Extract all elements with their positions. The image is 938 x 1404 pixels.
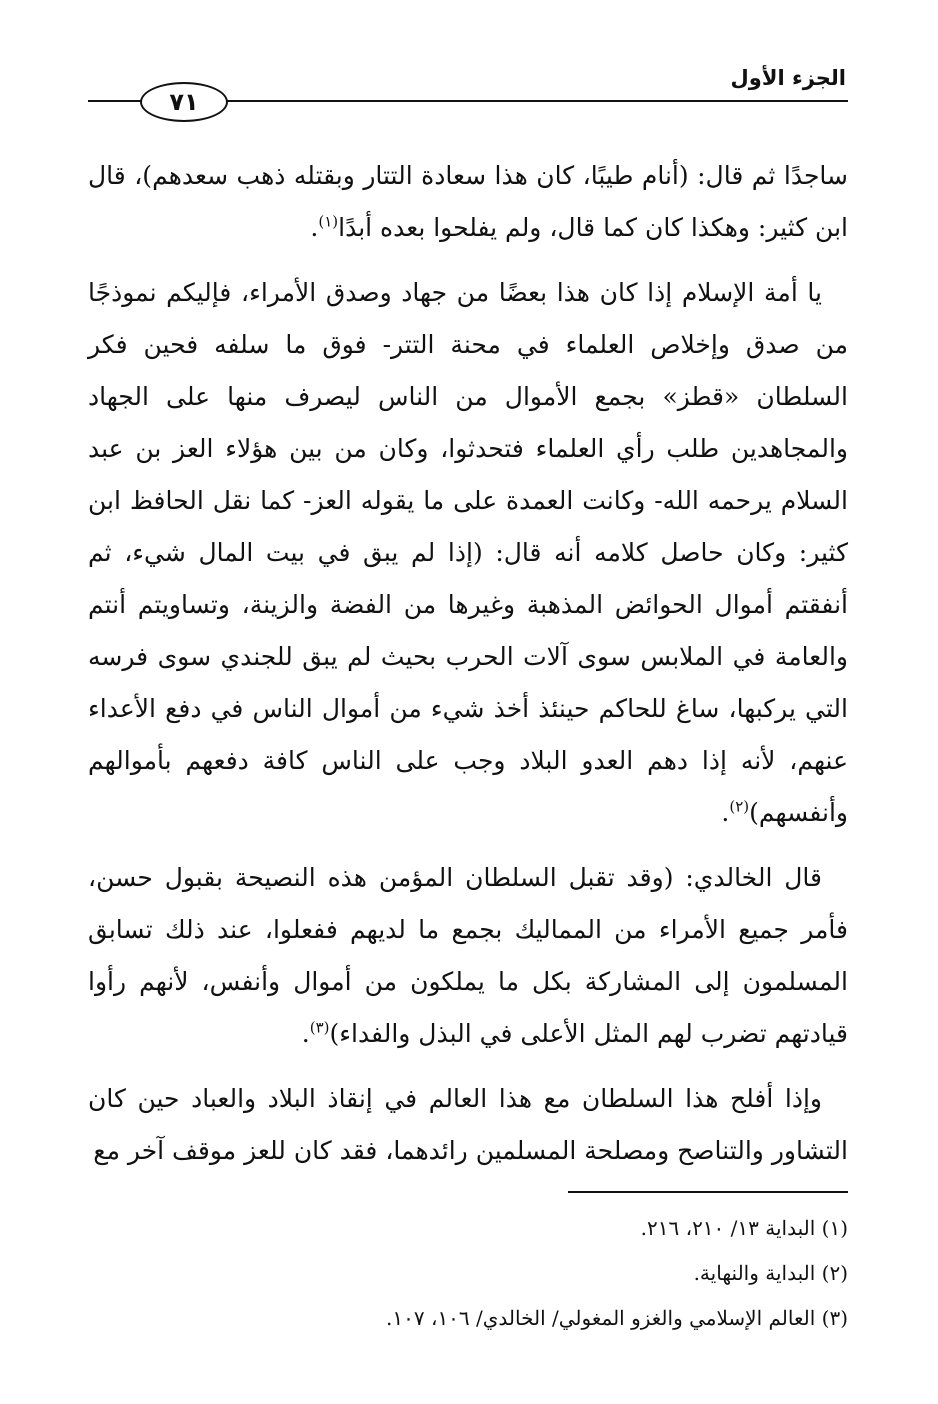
paragraph [88,267,848,839]
paragraph [88,150,848,254]
paragraph-end: . [301,1019,310,1048]
paragraph-text: وإذا أفلح هذا السلطان مع هذا العالم في إنقاذ البلاد والعباد حين كان التشاور والتناصح ومصلحة المسلمين رائدهما، فقد كان للعز موقف آخر مع [88,1084,848,1165]
paragraph-end: . [310,213,319,242]
paragraph-end: . [721,798,730,827]
footnote: (٣) العالم الإسلامي والغزو المغولي/ الخالدي/ ١٠٦، ١٠٧. [386,1306,848,1330]
paragraph [88,1073,848,1177]
paragraph-text: ساجدًا ثم قال: (أنام طيبًا، كان هذا سعادة التتار وبقتله ذهب سعدهم)، قال ابن كثير: وهكذا كان كما قال، ولم يفلحوا بعده أبدًا [88,161,848,242]
footnote-ref: (٣) [309,1018,330,1037]
footnote-ref: (١) [318,212,339,231]
page-number: ٧١ [140,82,228,122]
footnote: (٢) البداية والنهاية. [693,1261,848,1285]
footnote-rule [568,1191,848,1193]
footnotes [108,1206,848,1341]
body-text [88,150,848,1190]
running-title: الجزء الأول [730,66,846,90]
paragraph-text: يا أمة الإسلام إذا كان هذا بعضًا من جهاد وصدق الأمراء، فإليكم نموذجًا من صدق وإخلاص العلماء في محنة التتر- فوق ما سلفه فحين فكر السلطان «قطز» بجمع الأموال من الناس ليصرف منها على الجهاد والمجاهدين طلب رأي العلماء فتحدثوا، وكان من بين هؤلاء العز بن عبد السلام يرحمه الله- وكانت العمدة على ما يقوله العز- كما نقل الحافظ ابن كثير: وكان حاصل كلامه أنه قال: (إذا لم يبق في بيت المال شيء، ثم أنفقتم أموال الحوائض المذهبة وغيرها من الفضة والزينة، وتساويتم أنتم والعامة في الملابس سوى آلات الحرب بحيث لم يبق للجندي سوى فرسه التي يركبها، ساغ للحاكم حينئذ أخذ شيء من أموال الناس في دفع الأعداء عنهم، لأنه إذا دهم العدو البلاد وجب على الناس كافة دفعهم بأموالهم وأنفسهم) [88,278,848,827]
paragraph [88,852,848,1060]
paragraph-text: قال الخالدي: (وقد تقبل السلطان المؤمن هذه النصيحة بقبول حسن، فأمر جميع الأمراء من المماليك بجمع ما لديهم ففعلوا، عند ذلك تسابق المسلمون إلى المشاركة بكل ما يملكون من أموال وأنفس، لأنهم رأوا قيادتهم تضرب لهم المثل الأعلى في البذل والفداء) [88,863,848,1048]
footnote-ref: (٢) [729,797,750,816]
footnote: (١) البداية ١٣/ ٢١٠، ٢١٦. [640,1216,848,1240]
